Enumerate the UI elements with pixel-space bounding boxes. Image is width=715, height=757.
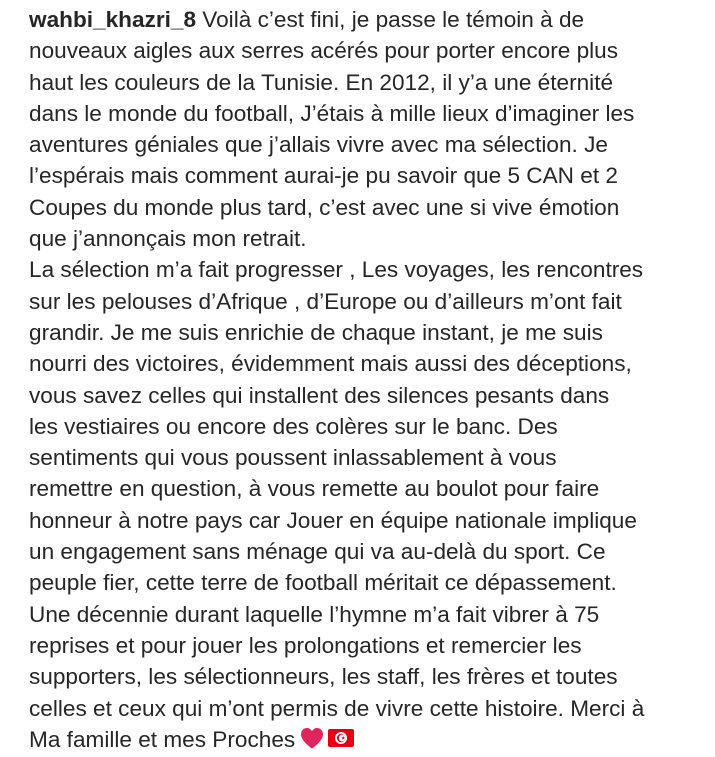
caption-line: reprises et pour jouer les prolongations et remercier les — [29, 632, 582, 658]
caption-line: sentiments qui vous poussent inlassablement à vous — [29, 445, 557, 471]
caption-line: grandir. Je me suis enrichie de chaque instant, je me suis — [29, 319, 603, 345]
caption-line: Une décennie durant laquelle l’hymne m’a fait vibrer à 75 — [29, 601, 600, 627]
caption-line: sur les pelouses d’Afrique , d’Europe ou d’ailleurs m’ont fait — [29, 288, 622, 314]
tunisia-flag-icon — [327, 726, 355, 750]
caption-line: que j’annonçais mon retrait. — [29, 226, 307, 252]
caption-line: peuple fier, cette terre de football méritait ce dépassement. — [29, 570, 617, 596]
caption-line: l’espérais mais comment aurai-je pu savoir que 5 CAN et 2 — [29, 163, 618, 189]
red-heart-icon — [299, 726, 325, 750]
caption-line: un engagement sans ménage qui va au-delà du sport. Ce — [29, 539, 606, 565]
caption-line: Coupes du monde plus tard, c’est avec une si vive émotion — [29, 194, 620, 220]
caption-line: nourri des victoires, évidemment mais aussi des déceptions, — [29, 351, 632, 377]
caption-line: nouveaux aigles aux serres acérés pour porter encore plus — [29, 38, 619, 64]
username-link[interactable]: wahbi_khazri_8 — [29, 7, 197, 32]
caption-line: vous savez celles qui installent des silences pesants dans — [29, 382, 610, 408]
caption-text: Ma famille et mes Proches — [29, 726, 296, 752]
caption-line-1 — [29, 4, 713, 35]
caption-line: aventures géniales que j’allais vivre avec ma sélection. Je — [29, 132, 608, 158]
post-caption — [29, 4, 713, 755]
caption-line: La sélection m’a fait progresser , Les voyages, les rencontres — [29, 257, 644, 283]
caption-line: haut les couleurs de la Tunisie. En 2012, il y’a une éternité — [29, 69, 614, 95]
caption-line: supporters, les sélectionneurs, les staff, les frères et toutes — [29, 664, 618, 690]
caption-line: honneur à notre pays car Jouer en équipe nationale implique — [29, 507, 637, 533]
caption-line: dans le monde du football, J’étais à mille lieux d’imaginer les — [29, 100, 635, 126]
caption-line: remettre en question, à vous remette au boulot pour faire — [29, 476, 600, 502]
caption-text: Voilà c’est fini, je passe le témoin à de — [196, 7, 585, 32]
caption-line-last — [29, 724, 713, 755]
caption-line: les vestiaires ou encore des colères sur le banc. Des — [29, 413, 558, 439]
caption-line: celles et ceux qui m’ont permis de vivre cette histoire. Merci à — [29, 695, 645, 721]
